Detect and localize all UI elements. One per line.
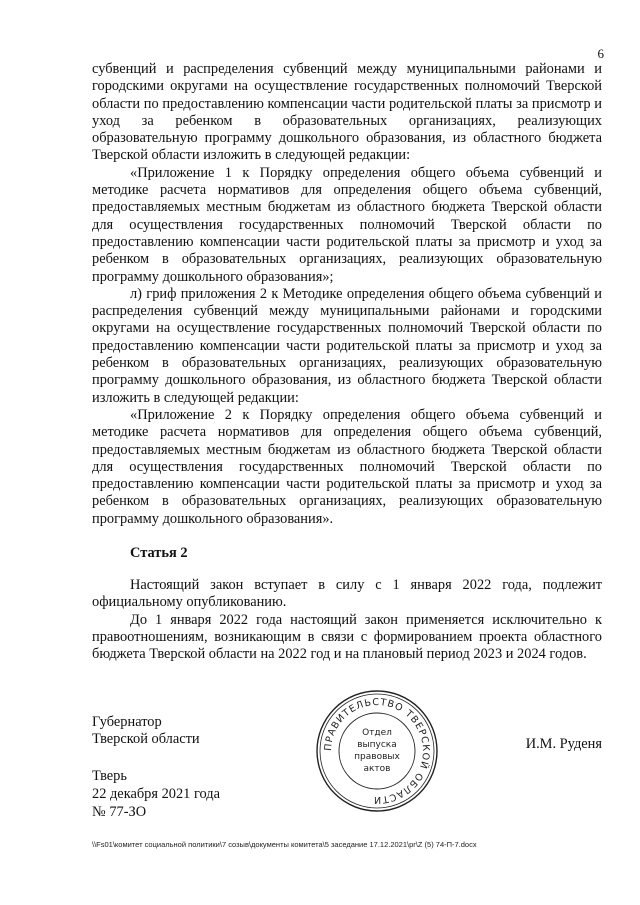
article-heading: Статья 2 [130,545,188,561]
paragraph: субвенций и распределения субвенций между муниципальными районами и городскими округами на осуществление государственных полномочий Тверской области по предоставлению компенсации части родительской платы за присмотр и уход за ребенком в образовательных организациях, реализующих образовательную программу дошкольного образования, из областного бюджета Тверской области изложить в следующей редакции: [92,61,602,164]
article-body [92,577,602,663]
place-date-number [92,767,220,821]
paragraph: «Приложение 2 к Порядку определения общего объема субвенций и методике расчета нормативов для определения общего объема субвенций, предоставляемых местным бюджетам из областного бюджета Тверской области для осуществления государственных полномочий Тверской области по предоставлению компенсации части родительской платы за присмотр и уход за ребенком в образовательных организациях, реализующих образовательную программу дошкольного образования». [92,406,602,527]
stamp-line: выпуска [357,740,397,750]
stamp-line: Отдел [362,728,392,738]
paragraph: л) гриф приложения 2 к Методике определения общего объема субвенций и распределения субвенций между муниципальными районами и городскими округами на осуществление государственных полномочий Тверской области по предоставлению компенсации части родительской платы за присмотр и уход за ребенком в образовательных организациях, реализующих образовательную программу дошкольного образования, из областного бюджета Тверской области изложить в следующей редакции: [92,285,602,406]
law-date: 22 декабря 2021 года [92,786,221,802]
paragraph: «Приложение 1 к Порядку определения общего объема субвенций и методике расчета нормативов для определения общего объема субвенций, предоставляемых местным бюджетам из областного бюджета Тверской области для осуществления государственных полномочий Тверской области по предоставлению компенсации части родительской платы за присмотр и уход за ребенком в образовательных организациях, реализующих образовательную программу дошкольного образования»; [92,164,602,285]
signature-title [92,714,200,749]
stamp-line: правовых [354,752,400,762]
law-number: № 77-ЗО [92,804,147,820]
signature-title-line: Губернатор [92,714,162,730]
signature-title-line: Тверской области [92,731,200,748]
footer-file-path: \\Fs01\комитет социальной политики\7 созыв\документы комитета\5 заседание 17.12.2021\pr\Z (5) 74-П-7.docx [92,840,477,849]
stamp-graphic [305,687,449,815]
city: Тверь [92,768,127,784]
paragraph: Настоящий закон вступает в силу с 1 января 2022 года, подлежит официальному опубликованию. [92,577,602,611]
page-number: 6 [597,46,604,61]
main-body [92,61,602,528]
official-stamp [305,687,449,815]
stamp-ring-text: ПРАВИТЕЛЬСТВО ТВЕРСКОЙ ОБЛАСТИ [322,696,432,806]
paragraph: До 1 января 2022 года настоящий закон применяется исключительно к правоотношениям, возникающим в связи с формированием проекта областного бюджета Тверской области на 2022 год и на плановый период 2023 и 2024 годов. [92,611,602,663]
stamp-line: актов [363,764,391,774]
signature-name: И.М. Руденя [525,736,602,752]
